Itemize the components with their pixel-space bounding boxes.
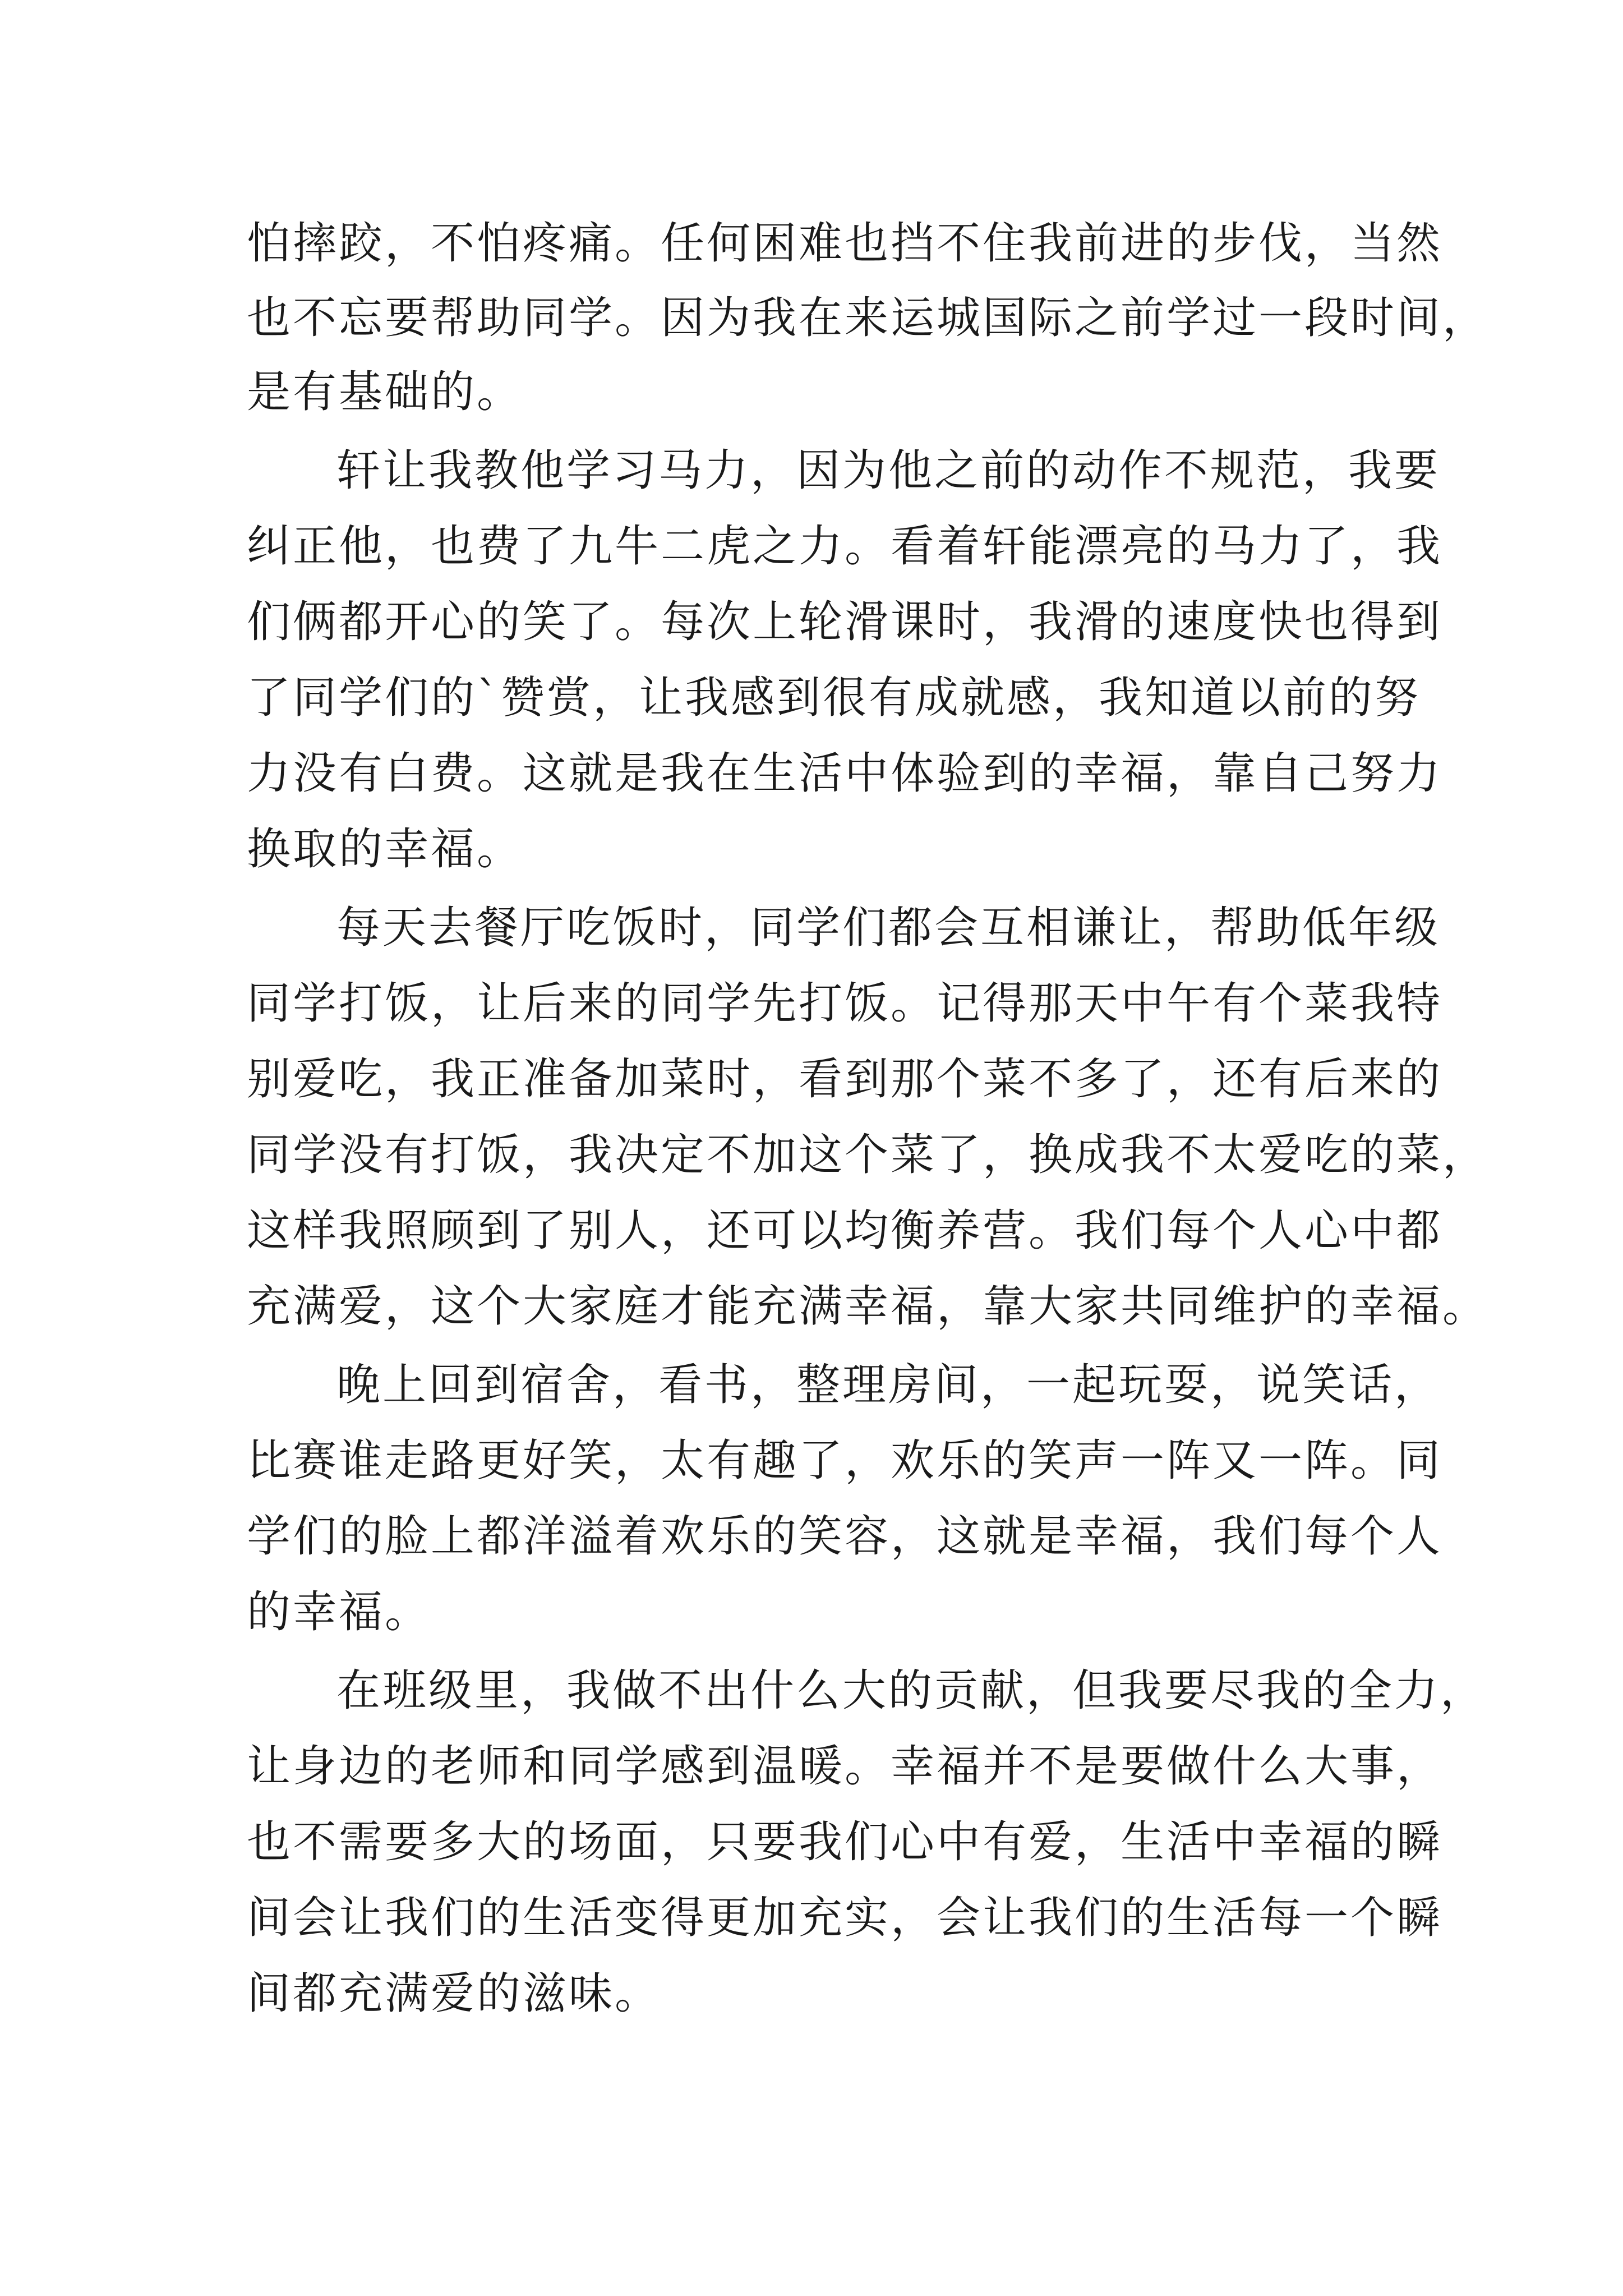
text-line: 比赛谁走路更好笑，太有趣了，欢乐的笑声一阵又一阵。同 [247, 1435, 1443, 1486]
text-line: 们俩都开心的笑了。每次上轮滑课时，我滑的速度快也得到 [247, 597, 1443, 647]
text-line: 怕摔跤，不怕疼痛。任何困难也挡不住我前进的步伐，当然 [247, 218, 1443, 269]
text-line: 换取的幸福。 [247, 824, 523, 875]
text-line: 学们的脸上都洋溢着欢乐的笑容，这就是幸福，我们每个人 [247, 1511, 1443, 1562]
text-line: 的幸福。 [247, 1587, 431, 1637]
paragraph-start-line: 晚上回到宿舍，看书，整理房间，一起玩耍，说笑话， [336, 1360, 1441, 1410]
paragraph-start-line: 每天去餐厅吃饭时，同学们都会互相谦让，帮助低年级 [336, 903, 1441, 953]
text-line: 间会让我们的生活变得更加充实，会让我们的生活每一个瞬 [247, 1893, 1443, 1943]
text-line: 力没有白费。这就是我在生活中体验到的幸福，靠自己努力 [247, 748, 1443, 799]
paragraph-start-line: 轩让我教他学习马力，因为他之前的动作不规范，我要 [336, 445, 1441, 496]
text-line: 充满爱，这个大家庭才能充满幸福，靠大家共同维护的幸福。 [247, 1281, 1489, 1332]
text-line: 这样我照顾到了别人，还可以均衡养营。我们每个人心中都 [247, 1205, 1443, 1256]
text-line: 也不需要多大的场面，只要我们心中有爱，生活中幸福的瞬 [247, 1817, 1443, 1867]
paragraph-start-line: 在班级里，我做不出什么大的贡献，但我要尽我的全力， [336, 1665, 1487, 1716]
text-line: 同学打饭，让后来的同学先打饭。记得那天中午有个菜我特 [247, 978, 1443, 1029]
text-line: 是有基础的。 [247, 367, 523, 417]
text-line: 纠正他，也费了九牛二虎之力。看着轩能漂亮的马力了，我 [247, 521, 1443, 572]
text-line: 别爱吃，我正准备加菜时，看到那个菜不多了，还有后来的 [247, 1054, 1443, 1105]
text-line: 让身边的老师和同学感到温暖。幸福并不是要做什么大事， [247, 1741, 1443, 1792]
text-line: 也不忘要帮助同学。因为我在来运城国际之前学过一段时间， [247, 293, 1489, 343]
text-line: 同学没有打饭，我决定不加这个菜了，换成我不太爱吃的菜， [247, 1130, 1489, 1180]
text-line: 了同学们的`赞赏，让我感到很有成就感，我知道以前的努 [247, 673, 1421, 723]
text-line: 间都充满爱的滋味。 [247, 1968, 661, 2019]
